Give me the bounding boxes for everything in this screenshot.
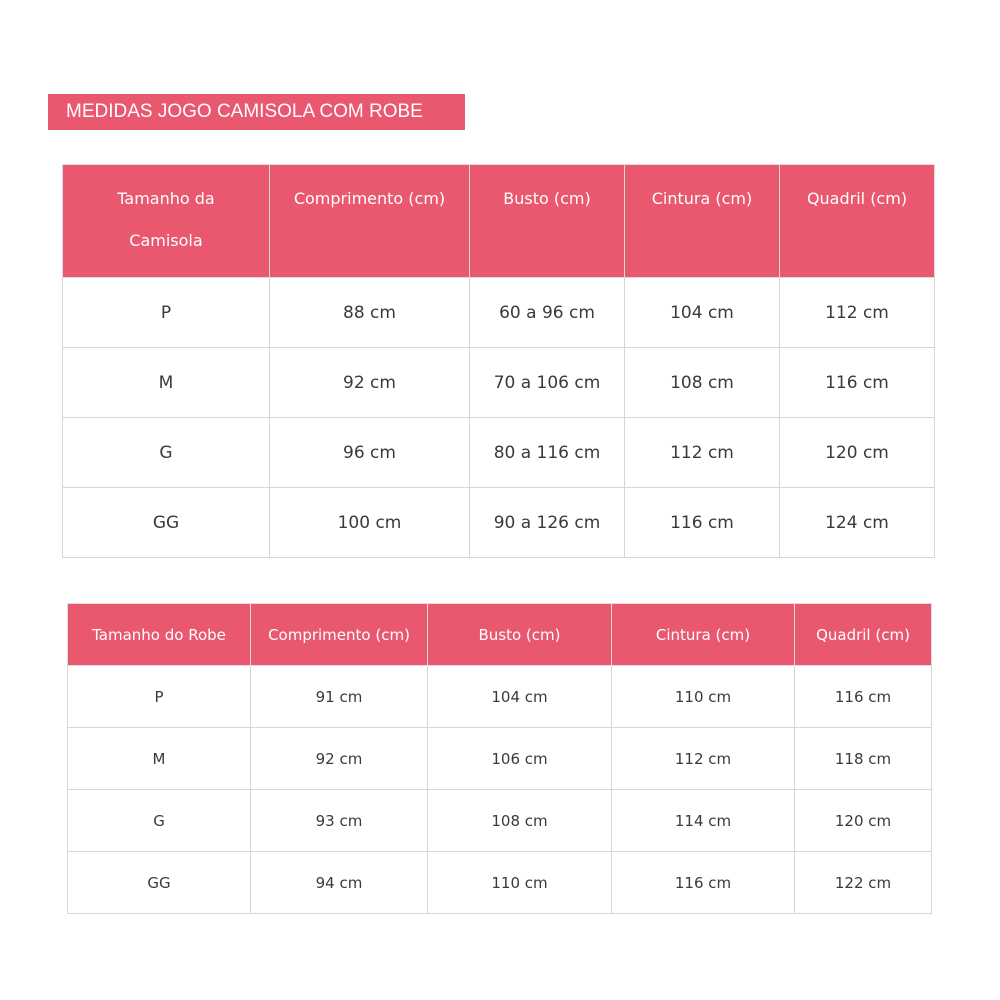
- cell-waist: 108 cm: [625, 348, 780, 418]
- cell-length: 92 cm: [251, 728, 428, 790]
- column-header-waist: Cintura (cm): [625, 165, 780, 278]
- cell-hip: 122 cm: [795, 852, 932, 914]
- table-row: [63, 418, 935, 488]
- cell-length: 92 cm: [270, 348, 470, 418]
- cell-bust: 90 a 126 cm: [470, 488, 625, 558]
- column-header-size: Tamanho da Camisola: [63, 165, 270, 278]
- table-row: [63, 488, 935, 558]
- table-row: [68, 852, 932, 914]
- cell-size: M: [63, 348, 270, 418]
- table-header-row: [63, 165, 935, 278]
- column-header-length: Comprimento (cm): [251, 604, 428, 666]
- cell-size: P: [63, 278, 270, 348]
- cell-bust: 106 cm: [428, 728, 612, 790]
- cell-hip: 116 cm: [780, 348, 935, 418]
- column-header-length: Comprimento (cm): [270, 165, 470, 278]
- cell-hip: 118 cm: [795, 728, 932, 790]
- table-row: [68, 666, 932, 728]
- cell-size: M: [68, 728, 251, 790]
- cell-hip: 112 cm: [780, 278, 935, 348]
- cell-hip: 124 cm: [780, 488, 935, 558]
- cell-hip: 120 cm: [795, 790, 932, 852]
- cell-waist: 116 cm: [612, 852, 795, 914]
- table-row: [63, 348, 935, 418]
- column-header-waist: Cintura (cm): [612, 604, 795, 666]
- cell-waist: 112 cm: [625, 418, 780, 488]
- cell-bust: 60 a 96 cm: [470, 278, 625, 348]
- cell-bust: 104 cm: [428, 666, 612, 728]
- table-row: [68, 728, 932, 790]
- column-header-hip: Quadril (cm): [780, 165, 935, 278]
- cell-size: GG: [63, 488, 270, 558]
- cell-length: 96 cm: [270, 418, 470, 488]
- cell-length: 91 cm: [251, 666, 428, 728]
- cell-size: G: [68, 790, 251, 852]
- cell-bust: 80 a 116 cm: [470, 418, 625, 488]
- cell-waist: 104 cm: [625, 278, 780, 348]
- camisola-size-table: [62, 164, 935, 558]
- cell-bust: 110 cm: [428, 852, 612, 914]
- column-header-bust: Busto (cm): [428, 604, 612, 666]
- cell-length: 93 cm: [251, 790, 428, 852]
- cell-length: 94 cm: [251, 852, 428, 914]
- page-title-banner: [48, 94, 465, 130]
- cell-length: 100 cm: [270, 488, 470, 558]
- cell-hip: 116 cm: [795, 666, 932, 728]
- cell-waist: 116 cm: [625, 488, 780, 558]
- column-header-hip: Quadril (cm): [795, 604, 932, 666]
- cell-bust: 70 a 106 cm: [470, 348, 625, 418]
- cell-length: 88 cm: [270, 278, 470, 348]
- cell-bust: 108 cm: [428, 790, 612, 852]
- cell-size: GG: [68, 852, 251, 914]
- column-header-size: Tamanho do Robe: [68, 604, 251, 666]
- robe-size-table: [67, 603, 932, 914]
- cell-size: P: [68, 666, 251, 728]
- cell-waist: 110 cm: [612, 666, 795, 728]
- cell-waist: 114 cm: [612, 790, 795, 852]
- table-header-row: [68, 604, 932, 666]
- cell-size: G: [63, 418, 270, 488]
- table-row: [68, 790, 932, 852]
- page-title: MEDIDAS JOGO CAMISOLA COM ROBE: [66, 101, 423, 122]
- cell-hip: 120 cm: [780, 418, 935, 488]
- table-row: [63, 278, 935, 348]
- cell-waist: 112 cm: [612, 728, 795, 790]
- column-header-bust: Busto (cm): [470, 165, 625, 278]
